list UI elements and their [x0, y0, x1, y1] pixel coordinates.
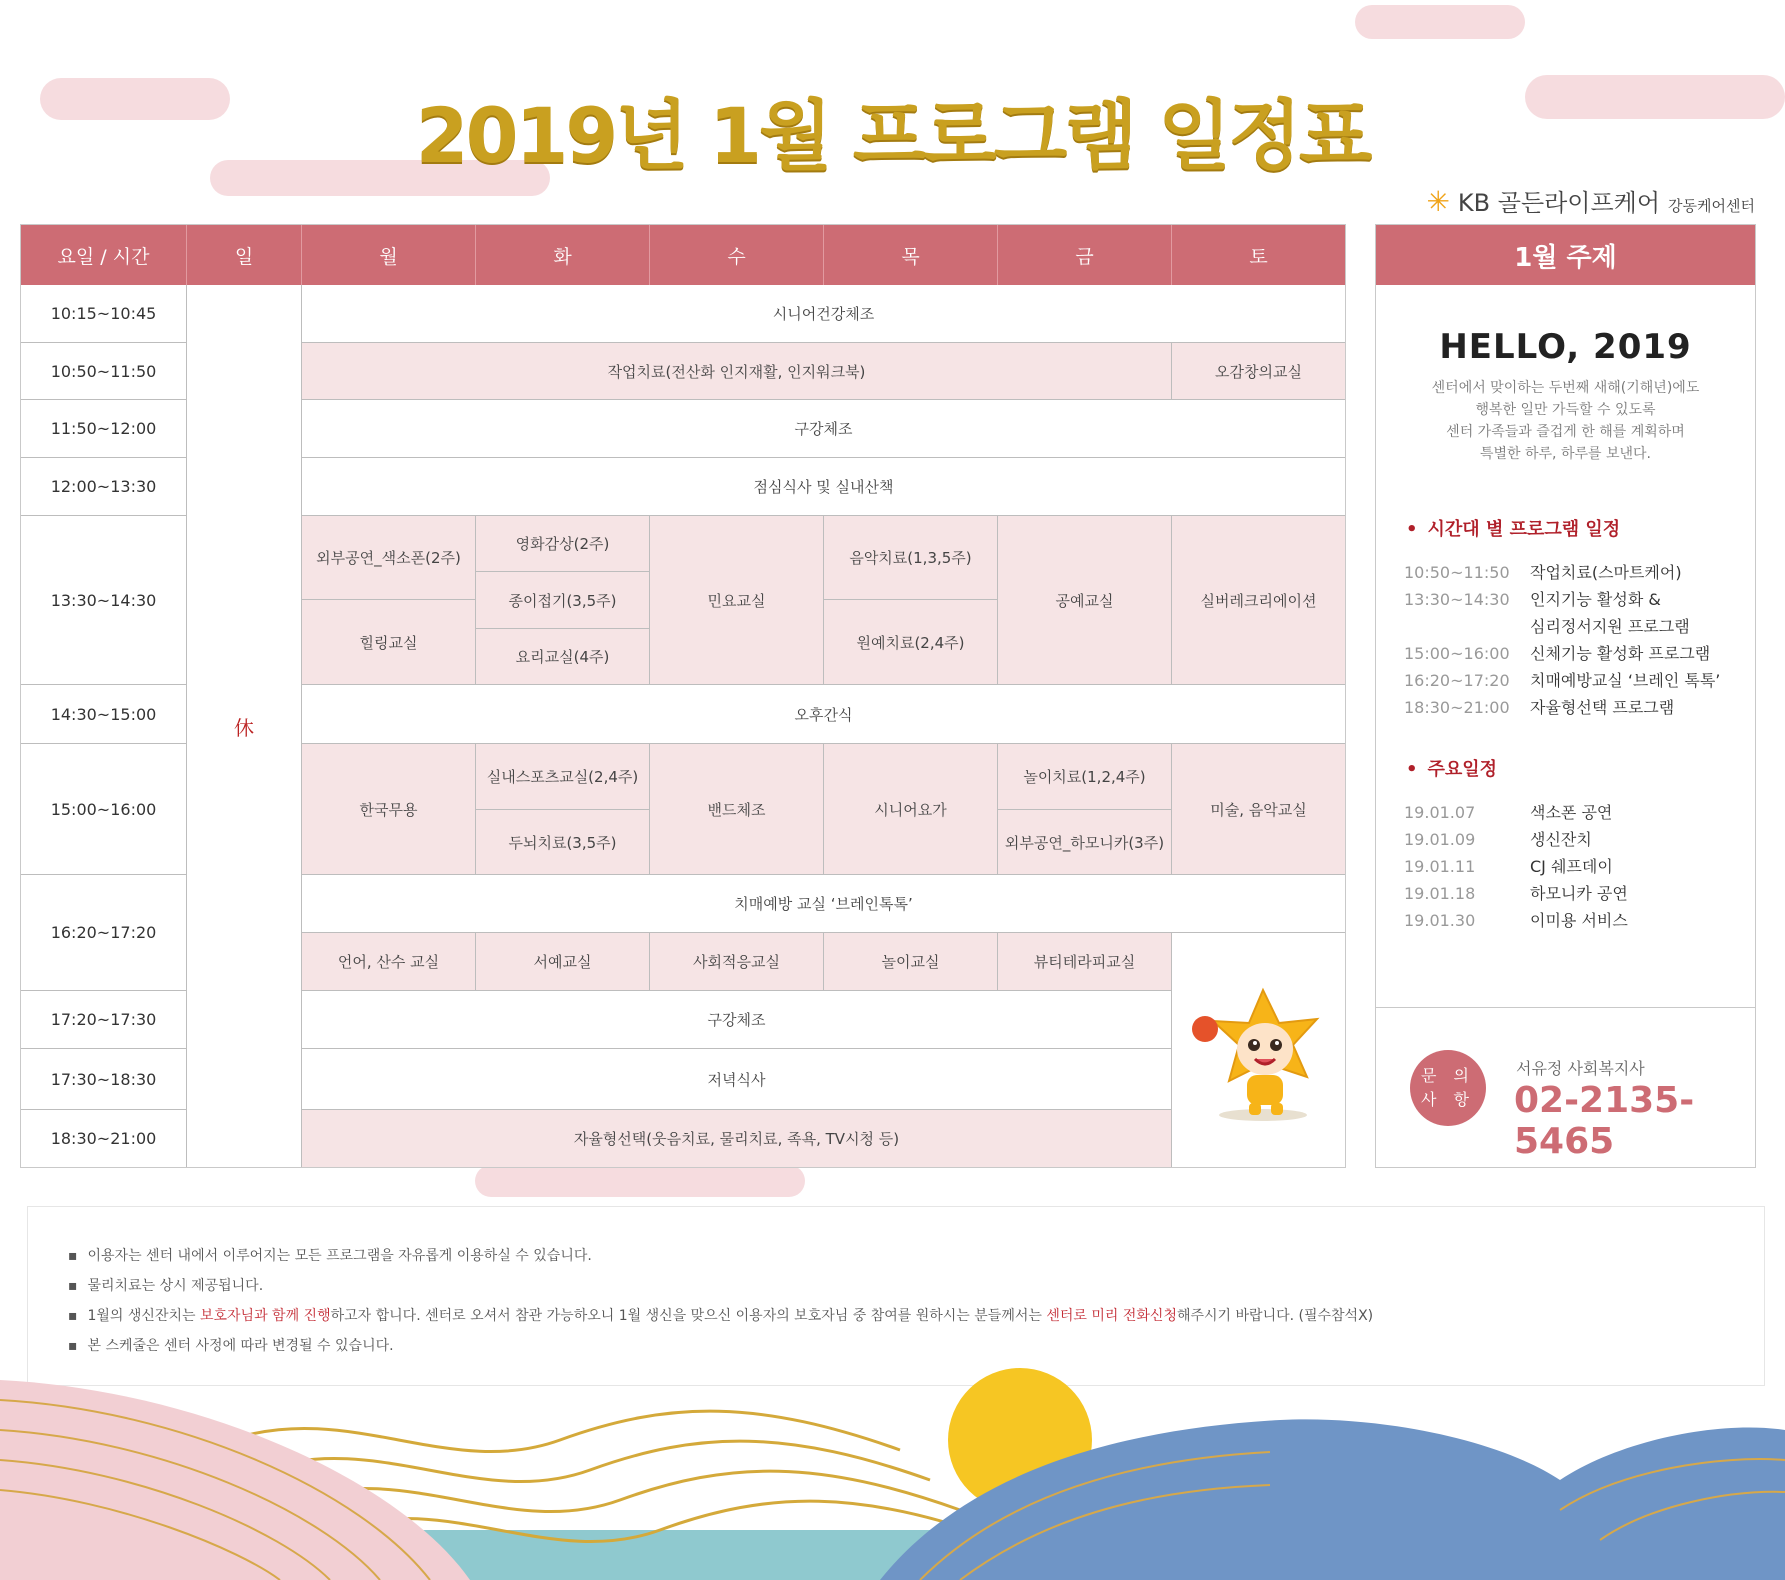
time-cell: 10:50~11:50 — [21, 343, 187, 400]
program-cell: 두뇌치료(3,5주) — [476, 810, 650, 875]
program-cell: 오후간식 — [302, 685, 1345, 744]
time-cell: 14:30~15:00 — [21, 685, 187, 744]
program-cell: 오감창의교실 — [1172, 343, 1345, 400]
program-cell: 요리교실(4주) — [476, 629, 650, 685]
header-day-time: 요일 / 시간 — [21, 225, 187, 285]
header-mon: 월 — [302, 225, 476, 285]
kb-star-icon: ✳ — [1426, 185, 1450, 218]
hello-title: HELLO, 2019 — [1439, 327, 1692, 367]
list-item: 심리정서지원 프로그램 — [1530, 617, 1690, 636]
intro-line: 행복한 일만 가득할 수 있도록 — [1475, 402, 1656, 418]
program-cell: 자율형선택(웃음치료, 물리치료, 족욕, TV시청 등) — [302, 1110, 1172, 1167]
header-fri: 금 — [998, 225, 1172, 285]
list-item: 13:30~14:30 인지기능 활성화 & — [1404, 590, 1661, 609]
program-cell: 영화감상(2주) — [476, 516, 650, 572]
program-cell: 작업치료(전산화 인지재활, 인지워크북) — [302, 343, 1172, 400]
program-cell: 실내스포츠교실(2,4주) — [476, 744, 650, 810]
list-item: 18:30~21:00 자율형선택 프로그램 — [1404, 698, 1675, 717]
program-cell: 힐링교실 — [302, 600, 476, 685]
program-cell: 한국무용 — [302, 744, 476, 875]
brand-branch: 강동케어센터 — [1668, 197, 1755, 215]
program-cell: 음악치료(1,3,5주) — [824, 516, 998, 600]
program-cell: 언어, 산수 교실 — [302, 933, 476, 991]
program-cell: 실버레크리에이션 — [1172, 516, 1345, 685]
program-cell: 치매예방 교실 ‘브레인톡톡’ — [302, 875, 1345, 933]
note-item: ▪ 이용자는 센터 내에서 이루어지는 모든 프로그램을 자유롭게 이용하실 수 있습니다. — [68, 1241, 1764, 1271]
cloud-decoration — [475, 1165, 805, 1197]
program-cell: 종이접기(3,5주) — [476, 572, 650, 629]
sunday-rest: 休 — [187, 285, 302, 1167]
program-cell: 놀이교실 — [824, 933, 998, 991]
list-item: 15:00~16:00 신체기능 활성화 프로그램 — [1404, 644, 1711, 663]
list-item: 19.01.09 생신잔치 — [1404, 830, 1592, 849]
time-cell: 17:30~18:30 — [21, 1049, 187, 1110]
section-title: • 시간대 별 프로그램 일정 — [1406, 519, 1621, 540]
section-title: • 주요일정 — [1406, 759, 1498, 780]
program-cell: 점심식사 및 실내산책 — [302, 458, 1345, 516]
program-cell: 놀이치료(1,2,4주) — [998, 744, 1172, 810]
program-cell: 밴드체조 — [650, 744, 824, 875]
page-title: 2019년 1월 프로그램 일정표 — [415, 91, 1370, 180]
theme-header: 1월 주제 — [1376, 225, 1755, 285]
header-sat: 토 — [1172, 225, 1345, 285]
program-cell: 민요교실 — [650, 516, 824, 685]
time-program-list — [1404, 559, 1755, 721]
contact-badge: 문 의 사 항 — [1410, 1050, 1486, 1126]
theme-intro — [1376, 377, 1755, 465]
program-cell: 뷰티테라피교실 — [998, 933, 1172, 991]
theme-panel — [1375, 224, 1756, 1168]
list-item: 10:50~11:50 작업치료(스마트케어) — [1404, 563, 1682, 582]
contact-phone[interactable]: 02-2135-5465 — [1514, 1080, 1695, 1162]
program-cell: 서예교실 — [476, 933, 650, 991]
program-cell: 사회적응교실 — [650, 933, 824, 991]
cloud-decoration — [1355, 5, 1525, 39]
brand-name: KB 골든라이프케어 — [1457, 189, 1661, 217]
bullet-icon: • — [1406, 759, 1418, 780]
time-cell: 17:20~17:30 — [21, 991, 187, 1049]
program-cell: 구강체조 — [302, 400, 1345, 458]
time-cell: 12:00~13:30 — [21, 458, 187, 516]
notes-box — [27, 1206, 1765, 1386]
major-schedule-list — [1404, 799, 1755, 934]
header-thu: 목 — [824, 225, 998, 285]
bullet-icon: • — [1406, 519, 1418, 540]
program-cell: 외부공연_하모니카(3주) — [998, 810, 1172, 875]
note-item: ▪ 본 스케줄은 센터 사정에 따라 변경될 수 있습니다. — [68, 1331, 1764, 1361]
list-item: 19.01.11 CJ 쉐프데이 — [1404, 857, 1613, 876]
time-cell: 18:30~21:00 — [21, 1110, 187, 1167]
time-cell: 16:20~17:20 — [21, 875, 187, 991]
intro-line: 센터에서 맞이하는 두번째 새해(기해년)에도 — [1431, 380, 1700, 396]
intro-line: 센터 가족들과 즐겁게 한 해를 계획하며 — [1446, 424, 1685, 440]
header-tue: 화 — [476, 225, 650, 285]
program-cell: 시니어건강체조 — [302, 285, 1345, 343]
time-cell: 15:00~16:00 — [21, 744, 187, 875]
program-cell: 공예교실 — [998, 516, 1172, 685]
list-item: 19.01.18 하모니카 공연 — [1404, 884, 1628, 903]
list-item: 16:20~17:20 치매예방교실 ‘브레인 톡톡’ — [1404, 671, 1721, 690]
program-cell: 외부공연_색소폰(2주) — [302, 516, 476, 600]
kb-star-mascot-icon — [1185, 985, 1335, 1125]
contact-box — [1376, 1007, 1755, 1168]
schedule-table — [20, 224, 1346, 1168]
header-wed: 수 — [650, 225, 824, 285]
program-cell: 구강체조 — [302, 991, 1172, 1049]
time-cell: 13:30~14:30 — [21, 516, 187, 685]
intro-line: 특별한 하루, 하루를 보낸다. — [1479, 446, 1651, 462]
contact-name: 서유정 사회복지사 — [1516, 1059, 1645, 1078]
list-item: 19.01.07 색소폰 공연 — [1404, 803, 1613, 822]
wave-landscape-decoration — [0, 1360, 1785, 1580]
program-cell: 시니어요가 — [824, 744, 998, 875]
note-item: ▪ 1월의 생신잔치는 보호자님과 함께 진행하고자 합니다. 센터로 오셔서 참관 가능하오니 1월 생신을 맞으신 이용자의 보호자님 중 참여를 원하시는 분들께서는 센터로 미리 전화신청해주시기 바랍니다. (필수참석X) — [68, 1301, 1764, 1331]
header-sun: 일 — [187, 225, 302, 285]
program-cell: 저녁식사 — [302, 1049, 1172, 1110]
time-cell: 11:50~12:00 — [21, 400, 187, 458]
list-item: 19.01.30 이미용 서비스 — [1404, 911, 1628, 930]
program-cell: 원예치료(2,4주) — [824, 600, 998, 685]
time-cell: 10:15~10:45 — [21, 285, 187, 343]
brand-logo — [1426, 183, 1755, 218]
note-item: ▪ 물리치료는 상시 제공됩니다. — [68, 1271, 1764, 1301]
program-cell: 미술, 음악교실 — [1172, 744, 1345, 875]
